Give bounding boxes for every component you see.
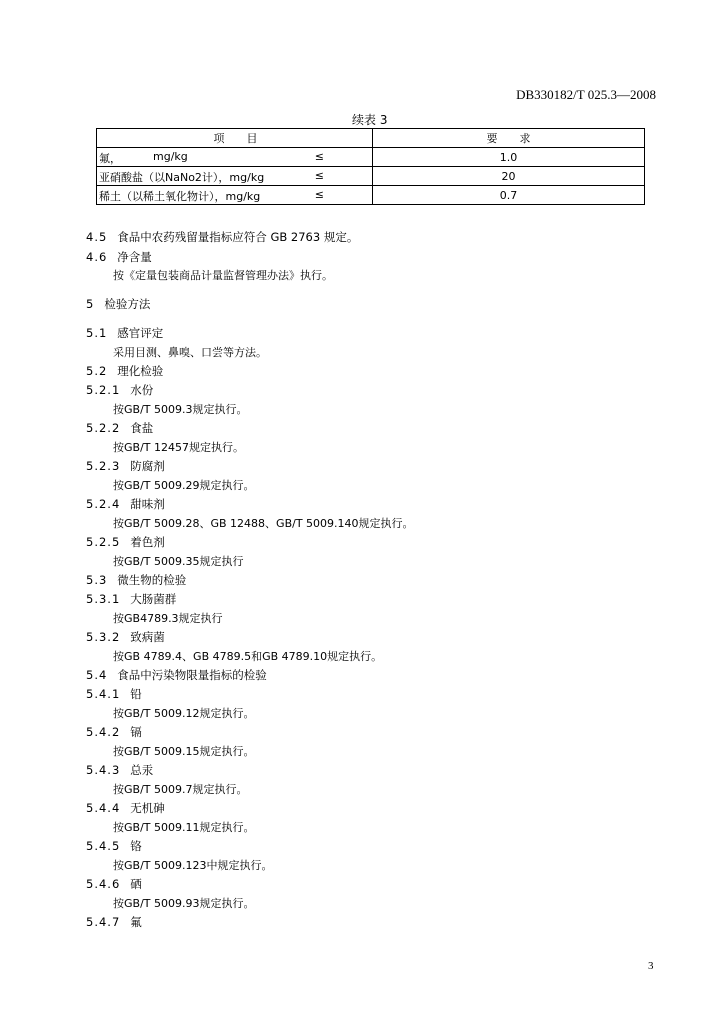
section-title: 食品中污染物限量指标的检验 bbox=[117, 668, 267, 682]
section-number: 5.2.3 bbox=[86, 459, 121, 473]
section-number: 5.2.4 bbox=[86, 497, 121, 511]
section-title: 铬 bbox=[130, 839, 142, 853]
section-title: 食品中农药残留量指标应符合 GB 2763 规定。 bbox=[117, 230, 359, 244]
body-paragraph: 按GB/T 5009.7规定执行。 bbox=[113, 783, 248, 796]
row-item-name: 稀土（以稀土氧化物计），mg/kg bbox=[99, 190, 261, 203]
section-heading bbox=[86, 572, 186, 588]
section-title: 微生物的检验 bbox=[117, 573, 187, 587]
column-header-requirement: 要 求 bbox=[373, 129, 645, 148]
row-value: 0.7 bbox=[373, 186, 645, 205]
section-number: 5.3 bbox=[86, 573, 108, 587]
section-heading bbox=[86, 325, 163, 341]
table-row bbox=[97, 167, 645, 186]
section-title: 硒 bbox=[130, 877, 142, 891]
section-heading bbox=[86, 629, 165, 645]
section-number: 5.4.7 bbox=[86, 915, 121, 929]
body-paragraph: 按GB/T 5009.11规定执行。 bbox=[113, 821, 255, 834]
section-number: 5.2 bbox=[86, 364, 108, 378]
section-title: 防腐剂 bbox=[130, 459, 165, 473]
section-title: 致病菌 bbox=[130, 630, 165, 644]
row-item-name: 氟， bbox=[99, 152, 121, 165]
body-paragraph: 按GB/T 5009.29规定执行。 bbox=[113, 479, 255, 492]
section-number: 5.4.1 bbox=[86, 687, 121, 701]
table-caption: 续表 3 bbox=[352, 113, 388, 127]
row-item-cell bbox=[97, 167, 373, 186]
row-item-operator: ≤ bbox=[314, 188, 324, 201]
section-number: 5.4.4 bbox=[86, 801, 121, 815]
table-row bbox=[97, 148, 645, 167]
section-number: 5.3.1 bbox=[86, 592, 121, 606]
section-title: 食盐 bbox=[130, 421, 154, 435]
section-title: 镉 bbox=[130, 725, 142, 739]
section-heading bbox=[86, 762, 153, 778]
section-number: 5.4 bbox=[86, 668, 108, 682]
section-title: 净含量 bbox=[117, 250, 152, 264]
body-paragraph: 按GB/T 5009.3规定执行。 bbox=[113, 403, 248, 416]
document-code: DB330182/T 025.3—2008 bbox=[516, 87, 656, 102]
section-heading bbox=[86, 876, 142, 892]
row-item-operator: ≤ bbox=[314, 150, 324, 163]
section-heading bbox=[86, 686, 142, 702]
section-title: 无机砷 bbox=[130, 801, 165, 815]
body-paragraph: 采用目测、鼻嗅、口尝等方法。 bbox=[113, 346, 267, 359]
body-paragraph: 按《定量包装商品计量监督管理办法》执行。 bbox=[113, 269, 333, 282]
section-heading bbox=[86, 724, 142, 740]
section-heading bbox=[86, 496, 165, 512]
section-heading bbox=[86, 420, 153, 436]
section-title: 铅 bbox=[130, 687, 142, 701]
body-paragraph: 按GB4789.3规定执行 bbox=[113, 612, 223, 625]
body-paragraph: 按GB/T 12457规定执行。 bbox=[113, 441, 244, 454]
section-number: 5.4.5 bbox=[86, 839, 121, 853]
body-paragraph: 按GB/T 5009.35规定执行 bbox=[113, 555, 244, 568]
row-item-cell bbox=[97, 148, 373, 167]
section-number: 4.5 bbox=[86, 230, 108, 244]
body-paragraph: 按GB/T 5009.12规定执行。 bbox=[113, 707, 255, 720]
body-paragraph: 按GB/T 5009.93规定执行。 bbox=[113, 897, 255, 910]
section-number: 5.2.5 bbox=[86, 535, 121, 549]
section-heading bbox=[86, 229, 358, 245]
section-heading bbox=[86, 667, 267, 683]
section-heading bbox=[86, 382, 153, 398]
section-heading bbox=[86, 458, 165, 474]
body-paragraph: 按GB/T 5009.28、GB 12488、GB/T 5009.140规定执行。 bbox=[113, 517, 414, 530]
section-title: 感官评定 bbox=[117, 326, 164, 340]
section-title: 检验方法 bbox=[104, 297, 151, 311]
section-heading bbox=[86, 591, 176, 607]
table-header-row bbox=[97, 129, 645, 148]
section-heading bbox=[86, 249, 152, 265]
section-heading bbox=[86, 363, 163, 379]
section-heading bbox=[86, 800, 165, 816]
section-number: 5 bbox=[86, 297, 95, 311]
section-heading bbox=[86, 914, 142, 930]
row-item-cell bbox=[97, 186, 373, 205]
section-heading bbox=[86, 534, 165, 550]
section-title: 甜味剂 bbox=[130, 497, 165, 511]
section-title: 着色剂 bbox=[130, 535, 165, 549]
section-number: 5.4.6 bbox=[86, 877, 121, 891]
section-number: 5.2.1 bbox=[86, 383, 121, 397]
table-row bbox=[97, 186, 645, 205]
body-paragraph: 按GB/T 5009.123中规定执行。 bbox=[113, 859, 273, 872]
section-title: 理化检验 bbox=[117, 364, 164, 378]
page-number: 3 bbox=[648, 960, 654, 972]
row-item-operator: ≤ bbox=[314, 169, 324, 182]
section-title: 氟 bbox=[130, 915, 142, 929]
section-title: 总汞 bbox=[130, 763, 154, 777]
section-number: 5.4.3 bbox=[86, 763, 121, 777]
section-number: 5.3.2 bbox=[86, 630, 121, 644]
section-title: 大肠菌群 bbox=[130, 592, 177, 606]
section-heading bbox=[86, 296, 150, 312]
row-value: 1.0 bbox=[373, 148, 645, 167]
row-item-unit: mg/kg bbox=[153, 150, 188, 163]
section-title: 水份 bbox=[130, 383, 154, 397]
requirements-table bbox=[96, 128, 645, 205]
body-paragraph: 按GB/T 5009.15规定执行。 bbox=[113, 745, 255, 758]
section-number: 4.6 bbox=[86, 250, 108, 264]
column-header-item: 项 目 bbox=[97, 129, 373, 148]
section-number: 5.2.2 bbox=[86, 421, 121, 435]
row-value: 20 bbox=[373, 167, 645, 186]
body-paragraph: 按GB 4789.4、GB 4789.5和GB 4789.10规定执行。 bbox=[113, 650, 383, 663]
section-number: 5.1 bbox=[86, 326, 108, 340]
section-heading bbox=[86, 838, 142, 854]
section-number: 5.4.2 bbox=[86, 725, 121, 739]
row-item-name: 亚硝酸盐（以NaNo2计），mg/kg bbox=[99, 171, 265, 184]
